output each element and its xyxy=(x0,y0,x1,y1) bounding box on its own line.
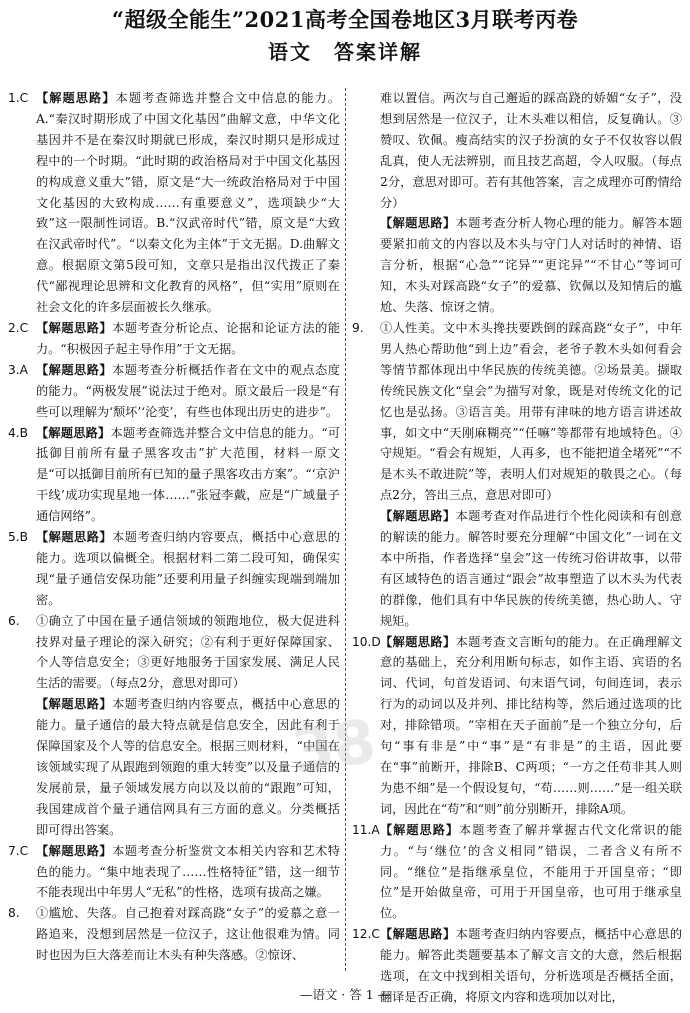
answer-item-8 xyxy=(8,903,340,966)
answer-number: 9. xyxy=(352,320,364,335)
answer-item-9 xyxy=(352,318,682,506)
column-divider xyxy=(345,88,347,971)
page-title: “超级全能生”2021高考全国卷地区3月联考丙卷 xyxy=(111,7,579,32)
analysis-block-9 xyxy=(352,506,682,631)
answer-number: 7.C xyxy=(8,843,29,858)
analysis-tag: 【解题思路】 xyxy=(380,927,456,942)
answer-number: 2.C xyxy=(8,320,29,335)
answer-text: 本题考查文言断句的能力。在正确理解文意的基础上，充分利用断句标志，如作主语、宾语的名词、代词，句首发语词、句末语气词，句间连词，表示行为的动词以及并列、排比结构等，然后通过选项的比对，排除错项。“宰相在天子面前”是一个独立分句，后句“事有非是”中“事”是“有非是”的主语，因此要在“事”前断开，排除B、C两项；“一方之任苟非其人则为患不细”是一个假设复句，“苟……则……”是一组关联词，因此在“苟”和“则”前分别断开，排除A项。 xyxy=(380,634,683,816)
answer-number: 10.D xyxy=(352,634,381,649)
answer-number: 3.A xyxy=(8,362,28,377)
answer-item-8-continued xyxy=(352,88,682,213)
answer-text: 本题考查分析论点、论据和论证方法的能力。“积极因子起主导作用”于文无据。 xyxy=(36,320,340,356)
analysis-tag: 【解题思路】 xyxy=(36,320,113,335)
analysis-tag: 【解题思路】 xyxy=(36,843,113,858)
answer-item-3 xyxy=(8,360,340,423)
answer-number: 5.B xyxy=(8,530,28,545)
answer-number: 1.C xyxy=(8,91,29,105)
answer-item-2 xyxy=(8,318,340,360)
analysis-text: 本题考查归纳内容要点，概括中心意思的能力。量子通信的最大特点就是信息安全，因此有利于保障国家及个人等的信息安全。根据三则材料，“中国在该领域实现了从跟跑到领跑的重大转变”以及量子通信的发展前景，量子领域发展方向以及以前的“跟跑”可知，我国建成首个量子通信网具有三方面的意义。分类概括即可得出答案。 xyxy=(36,697,340,837)
watermark-logo: 38 xyxy=(287,706,380,788)
answer-text: 本题考查了解并掌握古代文化常识的能力。“与‘继位’的含义相同”错误，二者含义有所不同。“继位”是指继承皇位，不能用于开国皇帝；“即位”是开始做皇帝，可用于开国皇帝，也可用于继承皇位。 xyxy=(380,822,683,921)
analysis-text: 本题考查对作品进行个性化阅读和有创意的解读的能力。解答时要充分理解“中国文化”一词在文本中所指，作者选择“皇会”这一传统习俗讲故事，以带有区域特色的语言通过“跟会”故事塑造了以木头为代表的群像，他们具有中华民族的传统美德，热心助人、守规矩。 xyxy=(380,509,683,628)
answer-number: 11.A xyxy=(352,822,380,837)
answer-text: ①确立了中国在量子通信领域的领跑地位，极大促进科技界对量子理论的深入研究；②有利于更好保障国家、个人等信息安全；③更好地服务于国家发展、满足人民生活的需要。（每点2分，意思对即可） xyxy=(36,613,340,691)
answer-number: 4.B xyxy=(8,425,28,440)
answer-text: ①尴尬、失落。自己抱着对踩高跷“女子”的爱慕之意一路追来，没想到居然是一位汉子，这让他很难为情。同时也因为巨大落差而让木头有种失落感。②惊讶、 xyxy=(36,906,340,963)
answer-item-10 xyxy=(352,632,682,820)
answer-item-11 xyxy=(352,820,682,925)
answer-item-5 xyxy=(8,527,340,611)
analysis-tag: 【解题思路】 xyxy=(380,634,456,649)
analysis-tag: 【解题思路】 xyxy=(36,697,113,712)
analysis-tag: 【解题思路】 xyxy=(380,509,456,524)
analysis-tag: 【解题思路】 xyxy=(380,822,460,837)
analysis-text: 本题考查分析人物心理的能力。解答本题要紧扣前文的内容以及木头与守门人对话时的神情、语言分析，根据“心急”“诧异”“更诧异”“不甘心”等词可知，木头对踩高跷“女子”的爱慕、钦佩以及知情后的尴尬、失落、惊讶之情。 xyxy=(380,216,683,315)
answer-item-1 xyxy=(8,88,340,318)
analysis-tag: 【解题思路】 xyxy=(36,530,113,545)
answer-text: 本题考查筛选并整合文中信息的能力。A.“秦汉时期形成了中国文化基因”曲解文意，中华文化基因并不是在秦汉时期就已形成，秦汉时期只是形成过程中的一个时期。“此时期的政治格局对于中国文化基因的构成意义重大”错，原文是“大一统政治格局对于中国文化基因的大致构成……有重要意义”，选项缺少“大致”这一限制性词语。B.“汉武帝时代”错，原文是“大致在汉武帝时代”。“以秦文化为主体”于文无据。D.曲解文意。根据原文第5段可知，文章只是指出汉代拨正了秦代“鄙视理论思辨和文化教育的风格”，但“实用”原则在社会文化的许多层面被长久继承。 xyxy=(36,91,341,315)
page-subtitle: 语文 答案详解 xyxy=(268,40,422,64)
answer-text: 本题考查归纳内容要点，概括中心意思的能力。解答此类题要基本了解文言文的大意，然后根据选项，在文中找到相关语句，分析选项是否概括全面，翻译是否正确，将原文内容和选项加以对比， xyxy=(380,927,683,1004)
analysis-tag: 【解题思路】 xyxy=(36,425,111,440)
analysis-tag: 【解题思路】 xyxy=(36,362,113,377)
answer-text: 本题考查分析概括作者在文中的观点态度的能力。“两极发展”说法过于绝对。原文最后一段是“有些可以理解为‘颓坏’‘沦变’，有些也体现出历史的进步”。 xyxy=(36,362,340,419)
answer-number: 6. xyxy=(8,613,20,628)
answer-number: 12.C xyxy=(352,927,380,942)
analysis-block-8 xyxy=(352,213,682,318)
right-column xyxy=(352,88,683,1004)
answer-text: 难以置信。两次与自己邂逅的踩高跷的娇媚“女子”，没想到居然是一位汉子，让木头难以相信，反复确认。③赞叹、钦佩。瘦高结实的汉子扮演的女子不仅妆容以假乱真，使人无法辨别，而且技艺高超，令人叹服。（每点2分，意思对即可。若有其他答案，言之成理亦可酌情给分） xyxy=(380,91,682,210)
page-header xyxy=(0,6,690,66)
analysis-tag: 【解题思路】 xyxy=(380,216,456,231)
answer-text: 本题考查归纳内容要点，概括中心意思的能力。选项以偏概全。根据材料二第二段可知，确保实现“量子通信安保功能”还要利用量子纠缠实现端到端加密。 xyxy=(36,530,340,607)
answer-item-4 xyxy=(8,423,340,528)
page-footer: —语文 · 答 1 — xyxy=(299,987,391,1002)
answer-item-7 xyxy=(8,841,340,904)
answer-text: 本题考查筛选并整合文中信息的能力。“可抵御目前所有量子黑客攻击”扩大范围，材料一原文是“可以抵御目前所有已知的量子黑客攻击方案”。“‘京沪干线’成功实现星地一体……”张冠李戴，应是“广域量子通信网络”。 xyxy=(36,425,341,524)
answer-text: ①人性美。文中木头搀扶要跌倒的踩高跷“女子”，中年男人热心帮助他“到上边”看会，老爷子教木头如何看会等情节都体现出中华民族的传统美德。②场景美。撷取传统民族文化“皇会”为描写对象，既是对传统文化的记忆也是弘扬。③语言美。用带有津味的地方语言讲述故事，如文中“天刚麻糊亮”“任嘛”等都带有地域特色。④守规矩。“看会有规矩，人再多，也不能把道全堵死”“不是木头不敢进院”等，表明人们对规矩的敬畏之心。（每点2分，答出三点，意思对即可） xyxy=(380,320,682,503)
answer-item-6 xyxy=(8,611,340,695)
answer-text: 本题考查分析鉴赏文本相关内容和艺术特色的能力。“集中地表现了……性格特征”错，这一细节不能表现出中年男人“无私”的性格，选项有拔高之嫌。 xyxy=(36,843,340,900)
left-column xyxy=(8,88,340,972)
analysis-block-6 xyxy=(8,694,340,840)
analysis-tag: 【解题思路】 xyxy=(36,91,116,105)
answer-number: 8. xyxy=(8,906,20,921)
